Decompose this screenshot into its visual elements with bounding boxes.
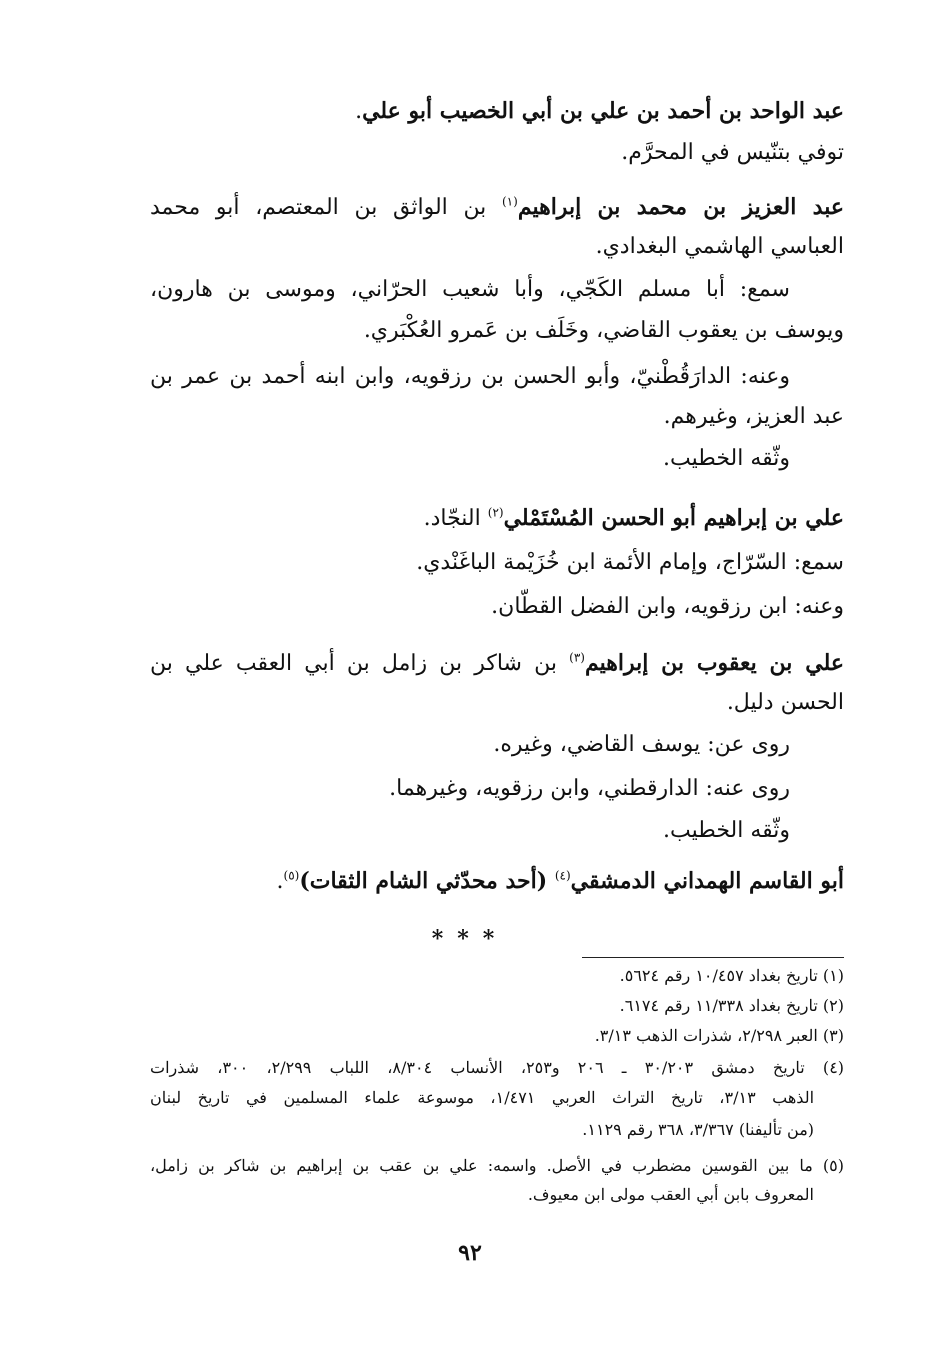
entry-name: أبو القاسم الهمداني الدمشقي <box>570 868 844 894</box>
entry-heading-tail: . <box>355 99 363 124</box>
footnote-rule <box>582 957 844 958</box>
entry-line: عبد العزيز، وغيرهم. <box>663 404 844 429</box>
footnote-marker: (٢) <box>487 505 504 520</box>
entry-heading-tail: بن الواثق بن المعتصم، أبو محمد <box>150 195 502 220</box>
entry-line: العباسي الهاشمي البغدادي. <box>595 234 844 259</box>
entry-heading-tail: (أحد محدّثي الشام الثقات) <box>299 868 555 894</box>
entry-line: وعنه: الدارَقُطْنيّ، وأبو الحسن بن رزقويه، وابن ابنه أحمد بن عمر بن <box>150 364 790 389</box>
entry-heading <box>150 648 844 679</box>
page-number: ٩٢ <box>458 1240 482 1266</box>
entry-line: وثّقه الخطيب. <box>663 446 790 471</box>
footnote-3: (٣) العبر ٢/٢٩٨، شذرات الذهب ٣/١٣. <box>594 1026 844 1045</box>
entry-name: عبد الواحد بن أحمد بن علي بن أبي الخصيب أبو علي <box>362 98 844 124</box>
entry-line: سمع: أبا مسلم الكَجّي، وأبا شعيب الحرّاني، وموسى بن هارون، <box>150 277 790 302</box>
entry-line: وعنه: ابن رزقويه، وابن الفضل القطّان. <box>491 594 844 619</box>
entry-heading <box>150 192 844 223</box>
footnote-5-line-2: المعروف بابن أبي العقب مولى ابن معيوف. <box>527 1185 814 1204</box>
entry-name: عبد العزيز بن محمد بن إبراهيم <box>517 194 844 220</box>
entry-name: علي بن إبراهيم أبو الحسن المُسْتَمْلي <box>503 505 844 531</box>
entry-line: ويوسف بن يعقوب القاضي، وخَلَف بن عَمرو العُكْبَري. <box>363 318 844 343</box>
footnote-marker: (٣) <box>569 650 585 665</box>
footnote-1: (١) تاريخ بغداد ١٠/٤٥٧ رقم ٥٦٢٤. <box>619 966 844 985</box>
entry-heading <box>277 866 844 897</box>
footnote-4-line-2: الذهب ٣/١٣، تاريخ التراث العربي ١/٤٧١، موسوعة علماء المسلمين في تاريخ لبنان <box>150 1088 815 1107</box>
entry-line: الحسن دليل. <box>726 690 844 715</box>
footnote-4-line-3: (من تأليفنا) ٣/٣٦٧، ٣٦٨ رقم ١١٢٩. <box>582 1120 814 1139</box>
entry-line: روى عن: يوسف القاضي، وغيره. <box>493 732 790 757</box>
footnote-marker: (٥) <box>283 868 300 883</box>
entry-line: وثّقه الخطيب. <box>663 818 790 843</box>
entry-line: سمع: السّرّاج، وإمام الأئمة ابن خُزَيْمة الباغَنْدي. <box>416 550 844 575</box>
entry-heading <box>424 503 844 534</box>
section-separator: *** <box>431 926 509 952</box>
entry-name: علي بن يعقوب بن إبراهيم <box>584 650 844 676</box>
footnote-2: (٢) تاريخ بغداد ١١/٣٣٨ رقم ٦١٧٤. <box>619 996 844 1015</box>
entry-heading-tail: النجّاد. <box>423 506 488 531</box>
entry-line: روى عنه: الدارقطني، وابن رزقويه، وغيرهما. <box>389 776 790 801</box>
footnote-5-line-1: (٥) ما بين القوسين مضطرب في الأصل. واسمه: علي بن عقب بن إبراهيم بن شاكر بن زامل، <box>150 1156 844 1175</box>
footnote-4-line-1: (٤) تاريخ دمشق ٣٠/٢٠٣ ـ ٢٠٦ و٢٥٣، الأنساب ٨/٣٠٤، اللباب ٢/٢٩٩، ٣٠٠، شذرات <box>150 1058 845 1077</box>
footnote-marker: (١) <box>501 194 518 209</box>
entry-heading <box>355 96 844 127</box>
footnote-marker: (٤) <box>554 868 571 883</box>
entry-line: توفي بتنّيس في المحرَّم. <box>621 140 844 165</box>
entry-heading-tail: بن شاكر بن زامل بن أبي العقب علي بن <box>150 651 570 676</box>
entry-heading-end: . <box>276 869 284 894</box>
